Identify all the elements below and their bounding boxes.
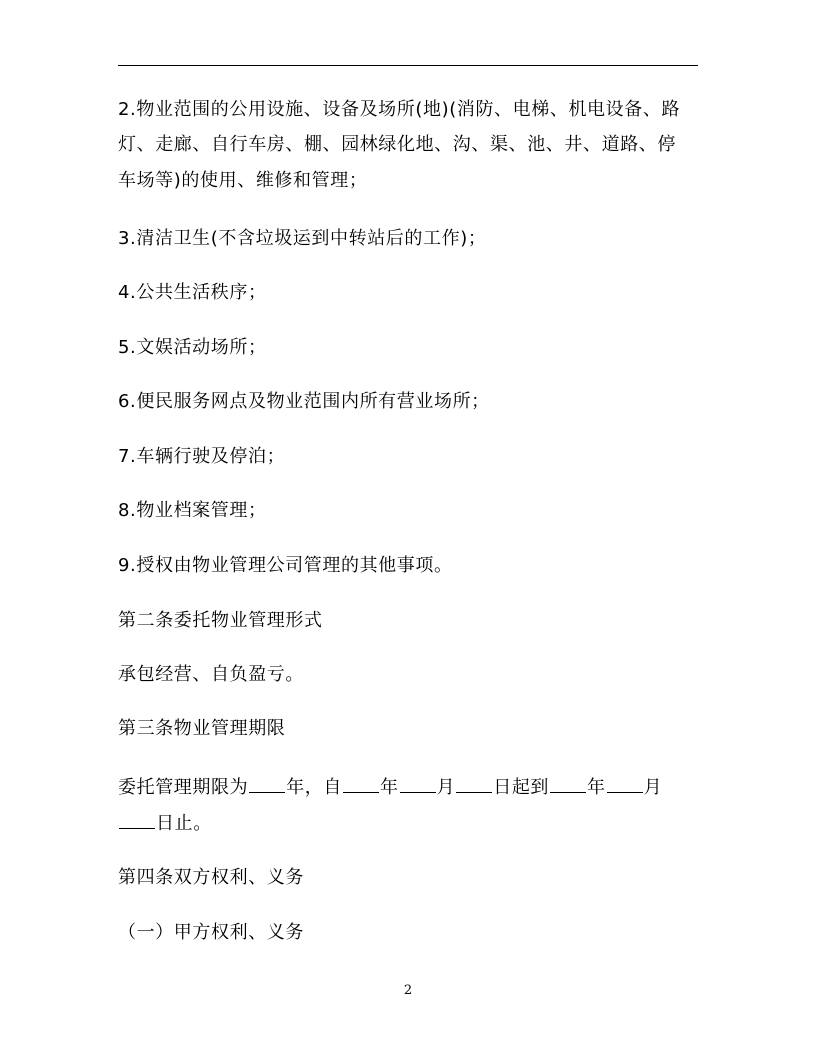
section-heading: 第二条委托物业管理形式: [118, 610, 323, 631]
blank-field: [119, 810, 155, 829]
header-rule: [118, 65, 698, 66]
paragraph-line: 6.便民服务网点及物业范围内所有营业场所；: [118, 391, 490, 412]
paragraph-line: 8.物业档案管理；: [118, 500, 267, 521]
blank-field: [550, 774, 586, 793]
term-text: 日止。: [156, 813, 212, 834]
blank-field: [400, 774, 436, 793]
term-line-continued: [118, 810, 718, 835]
paragraph-line: 5.文娱活动场所；: [118, 337, 267, 358]
term-text: 年: [587, 777, 606, 798]
paragraph-line: 灯、走廊、自行车房、棚、园林绿化地、沟、渠、池、井、道路、停: [118, 134, 676, 155]
term-text: 日起到: [493, 777, 550, 798]
paragraph-line: 3.清洁卫生(不含垃圾运到中转站后的工作)；: [118, 228, 487, 249]
section-heading: 第三条物业管理期限: [118, 718, 286, 739]
paragraph-line: 2.物业范围的公用设施、设备及场所(地)(消防、电梯、机电设备、路: [118, 99, 681, 120]
term-text: 委托管理期限为: [118, 777, 249, 798]
paragraph-line: 4.公共生活秩序；: [118, 282, 267, 303]
term-line: [118, 774, 718, 799]
term-text: 年: [380, 777, 399, 798]
blank-field: [249, 774, 285, 793]
section-heading: 第四条双方权利、义务: [118, 867, 304, 888]
blank-field: [607, 774, 643, 793]
term-text: 月: [436, 777, 456, 798]
paragraph-line: 9.授权由物业管理公司管理的其他事项。: [118, 555, 453, 576]
term-text: 月: [643, 777, 663, 798]
subsection-heading: （一）甲方权利、义务: [118, 922, 304, 943]
blank-field: [456, 774, 492, 793]
paragraph-line: 承包经营、自负盈亏。: [118, 664, 304, 685]
blank-field: [343, 774, 379, 793]
term-text: 年，自: [286, 777, 343, 798]
paragraph-line: 车场等)的使用、维修和管理；: [118, 170, 368, 191]
paragraph-line: 7.车辆行驶及停泊；: [118, 446, 286, 467]
page-number: 2: [403, 983, 413, 998]
